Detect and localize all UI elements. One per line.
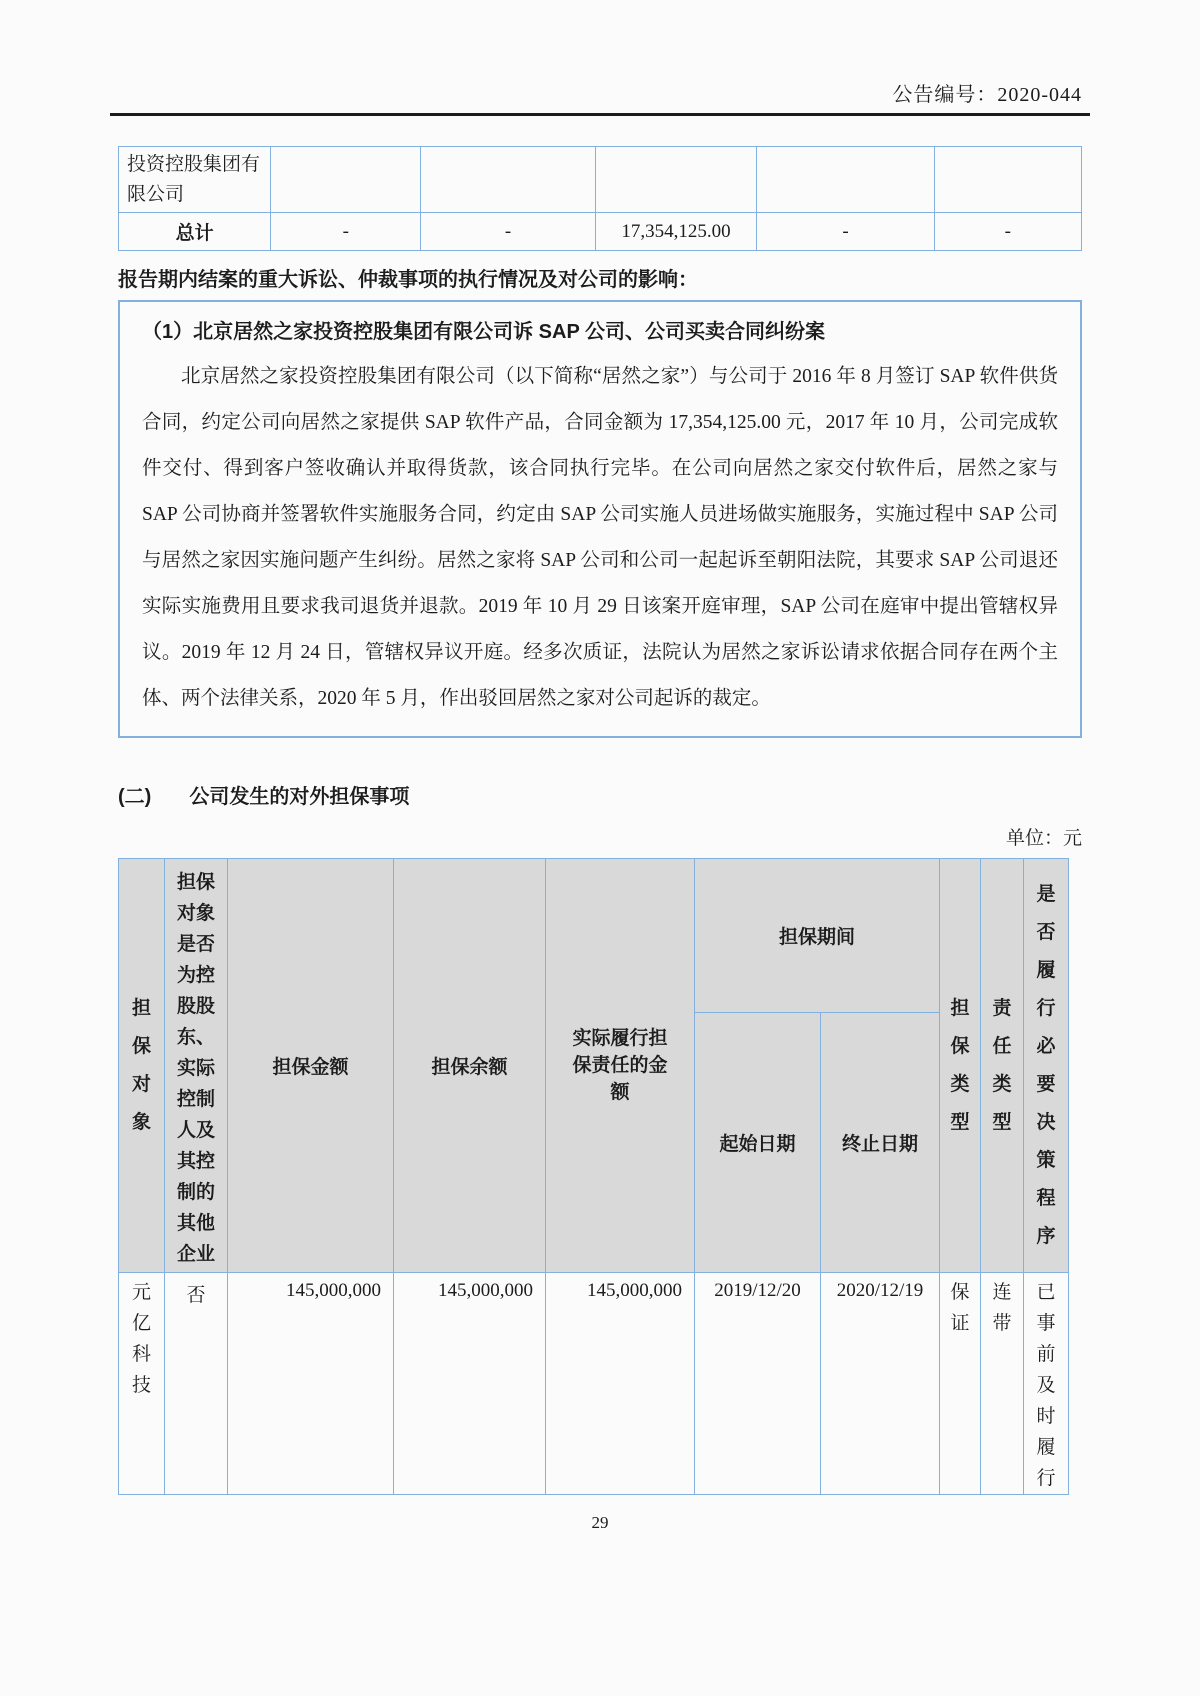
section-number: (二)	[118, 786, 152, 808]
table-cell	[271, 147, 421, 213]
table-cell	[757, 147, 934, 213]
header-guarantee-type: 担保类型	[940, 859, 981, 1273]
litigation-summary-table	[118, 146, 1082, 251]
summary-row-total	[119, 213, 1082, 251]
unit-label: 单位：元	[1005, 828, 1082, 849]
header-start-date: 起始日期	[695, 1013, 821, 1273]
header-rule	[110, 113, 1090, 116]
header-liability-type: 责任类型	[981, 859, 1024, 1273]
cell-liability-type: 连带	[981, 1273, 1024, 1495]
header-guarantee-balance: 担保余额	[394, 859, 546, 1273]
header-decision-procedure: 是否履行必要决策程序	[1024, 859, 1069, 1273]
summary-row-continuation	[119, 147, 1082, 213]
cell-decision-procedure: 已事前及时履行	[1024, 1273, 1069, 1495]
case-paragraph: 北京居然之家投资控股集团有限公司（以下简称“居然之家”）与公司于 2016 年 8 月签订 SAP 软件供货合同，约定公司向居然之家提供 SAP 软件产品，合同金额为 17,354,125.00 元，2017 年 10 月，公司完成软件交付、得到客户签收确认并取得货款，该合同执行完毕。在公司向居然之家交付软件后，居然之家与 SAP 公司协商并签署软件实施服务合同，约定由 SAP 公司实施人员进场做实施服务，实施过程中 SAP 公司与居然之家因实施问题产生纠纷。居然之家将 SAP 公司和公司一起起诉至朝阳法院，其要求 SAP 公司退还实际实施费用且要求我司退货并退款。2019 年 10 月 29 日该案开庭审理，SAP 公司在庭审中提出管辖权异议。2019 年 12 月 24 日，管辖权异议开庭。经多次质证，法院认为居然之家诉讼请求依据合同存在两个主体、两个法律关系，2020 年 5 月，作出驳回居然之家对公司起诉的裁定。	[142, 366, 1058, 709]
table-cell: -	[757, 213, 934, 251]
guarantee-data-row	[119, 1273, 1069, 1495]
header-actual-performed-amount: 实际履行担保责任的金额	[546, 859, 695, 1273]
document-page	[118, 0, 1082, 1533]
table-cell: -	[934, 213, 1081, 251]
guarantee-header-row-top	[119, 859, 1069, 1013]
header-is-related-party: 担保对象是否为控股股东、实际控制人及其控制的其他企业	[165, 859, 228, 1273]
table-cell: -	[421, 213, 595, 251]
guarantee-table	[118, 858, 1069, 1495]
total-label-cell: 总计	[119, 213, 271, 251]
header-guarantee-amount: 担保金额	[228, 859, 394, 1273]
guarantee-section-heading	[118, 784, 1082, 811]
litigation-section-heading: 报告期内结案的重大诉讼、仲裁事项的执行情况及对公司的影响：	[118, 269, 698, 291]
cell-guarantee-amount: 145,000,000	[228, 1273, 394, 1495]
table-cell	[421, 147, 595, 213]
page-number: 29	[591, 1513, 609, 1532]
doc-number: 公告编号：2020-044	[892, 84, 1082, 106]
header-guarantee-target: 担保对象	[119, 859, 165, 1273]
case-title: （1）北京居然之家投资控股集团有限公司诉 SAP 公司、公司买卖合同纠纷案	[142, 321, 825, 343]
litigation-box	[118, 300, 1082, 738]
cell-is-related-party: 否	[165, 1273, 228, 1495]
table-cell: 投资控股集团有限公司	[119, 147, 271, 213]
cell-end-date: 2020/12/19	[821, 1273, 940, 1495]
table-cell	[934, 147, 1081, 213]
table-cell: -	[271, 213, 421, 251]
cell-actual-performed-amount: 145,000,000	[546, 1273, 695, 1495]
total-amount-cell: 17,354,125.00	[595, 213, 757, 251]
table-cell	[595, 147, 757, 213]
cell-guarantee-balance: 145,000,000	[394, 1273, 546, 1495]
header-end-date: 终止日期	[821, 1013, 940, 1273]
cell-guarantee-type: 保证	[940, 1273, 981, 1495]
cell-start-date: 2019/12/20	[695, 1273, 821, 1495]
header-guarantee-period: 担保期间	[695, 859, 940, 1013]
section-title: 公司发生的对外担保事项	[189, 786, 410, 808]
cell-guarantee-target: 元亿科技	[119, 1273, 165, 1495]
